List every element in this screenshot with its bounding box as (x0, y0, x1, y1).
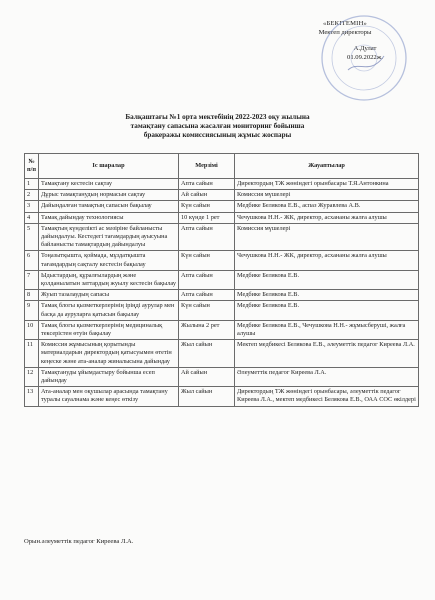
cell-activity: Жуып тазалаудың сапасы (39, 290, 179, 301)
table-row (25, 212, 419, 223)
cell-term: Апта сайын (179, 290, 235, 301)
table-header-row (25, 154, 419, 179)
table-row (25, 301, 419, 320)
cell-term: Жыл сайын (179, 340, 235, 368)
cell-responsible: Чечушкова Н.Н.- ЖК, директор, асхананы жалға алушы (235, 212, 419, 223)
cell-term: Күн сайын (179, 251, 235, 270)
cell-activity: Тамақтың күнделікті ас мәзіріне байланысты дайындалуы. Кестедегі тағамдардың ауысуына байланысты тамақтардың дайындалуы (39, 223, 179, 251)
cell-activity: Тамақ блогы қызметкерлерінің медициналық тексерістен өтуін бақылау (39, 320, 179, 339)
table-row (25, 190, 419, 201)
cell-responsible: Медбике Белякова Е.В., Чечушкова Н.Н.- жұмысберуші, жалға алушы (235, 320, 419, 339)
cell-term: Күн сайын (179, 301, 235, 320)
cell-activity: Тамақ дайындау технологиясы (39, 212, 179, 223)
cell-no: 2 (25, 190, 39, 201)
cell-responsible: Медбике Белякова Е.В. (235, 270, 419, 289)
cell-responsible: Мектеп медбикесі Белякова Е.В., әлеуметтік педагог Киреева Л.А. (235, 340, 419, 368)
title-line-1: Балқаштағы №1 орта мектебінің 2022-2023 оқу жылына (125, 113, 310, 121)
cell-activity: Ата-аналар мен оқушылар арасында тамақтану туралы сауалнама және кеңес өткізу (39, 387, 179, 406)
cell-activity: Тоңазытқышта, қоймада, мұздатқышта тағамдардың сақталу кестесін бақылау (39, 251, 179, 270)
cell-term: Жылына 2 рет (179, 320, 235, 339)
cell-responsible: Медбике Белякова Е.В., аспаз Журавлева А.В. (235, 201, 419, 212)
cell-activity: Комиссия жұмысының қорытынды материалдарын директордың қатысуымен өтетін кеңеске және ата-аналар жиналысына дайындау (39, 340, 179, 368)
cell-term: Апта сайын (179, 179, 235, 190)
cell-activity: Ыдыстардың, құралғылардың және қолданылатын заттардың жуылу кестесін бақылау (39, 270, 179, 289)
compiled-by: Орын.әлеуметтік педагог Киреева Л.А. (24, 538, 134, 545)
title-line-3: бракеражы комиссиясының жұмыс жоспары (143, 131, 292, 139)
cell-no: 9 (25, 301, 39, 320)
cell-term: Күн сайын (179, 201, 235, 212)
cell-term: 10 күнде 1 рет (179, 212, 235, 223)
cell-no: 11 (25, 340, 39, 368)
cell-no: 13 (25, 387, 39, 406)
cell-no: 10 (25, 320, 39, 339)
cell-no: 3 (25, 201, 39, 212)
cell-responsible: Медбике Белякова Е.В. (235, 301, 419, 320)
cell-responsible: Директордың ТЖ жөніндегі орынбасары, әлеуметтік педагог Киреева Л.А., мектеп медбикесі Белякова Е.В., ОАА СОС өкілдері (235, 387, 419, 406)
title-line-2: тамақтану сапасына жасалған мониторинг бойынша (130, 122, 305, 130)
cell-responsible: Комиссия мүшелері (235, 223, 419, 251)
table-row (25, 290, 419, 301)
cell-responsible: Чечушкова Н.Н.- ЖК, директор, асхананы жалға алушы (235, 251, 419, 270)
table-row (25, 223, 419, 251)
table-row (25, 270, 419, 289)
cell-no: 6 (25, 251, 39, 270)
cell-responsible: Директордың ТЖ жөніндегі орынбасары Т.Я.Антонкина (235, 179, 419, 190)
cell-no: 7 (25, 270, 39, 289)
cell-term: Жыл сайын (179, 387, 235, 406)
cell-activity: Дайындалған тамақтың сапасын бақылау (39, 201, 179, 212)
cell-activity: Тамақ блогы қызметкерлерінің іріңді аурулар мен басқа да ауруларға қатысын бақылау (39, 301, 179, 320)
approval-signature-name: А.Дулат (353, 45, 377, 53)
approval-date: 01.09.2022ж. (347, 53, 383, 61)
cell-activity: Тамақтану кестесін сақтау (39, 179, 179, 190)
cell-no: 12 (25, 367, 39, 386)
header-responsible: Жауаптылар (235, 154, 419, 179)
cell-no: 1 (25, 179, 39, 190)
cell-responsible: Әлеуметтік педагог Киреева Л.А. (235, 367, 419, 386)
table-row (25, 251, 419, 270)
table-row (25, 201, 419, 212)
document-title (40, 113, 395, 140)
stamp-seal-icon (318, 12, 410, 104)
plan-table (24, 153, 419, 407)
table-row (25, 367, 419, 386)
cell-no: 4 (25, 212, 39, 223)
table-row (25, 340, 419, 368)
approval-position: Мектеп директоры (318, 28, 372, 36)
cell-term: Ай сайын (179, 367, 235, 386)
cell-term: Апта сайын (179, 223, 235, 251)
cell-responsible: Комиссия мүшелері (235, 190, 419, 201)
header-activity: Іс шаралар (39, 154, 179, 179)
table-row (25, 179, 419, 190)
cell-no: 8 (25, 290, 39, 301)
header-no: № п/п (25, 154, 39, 179)
table-row (25, 320, 419, 339)
cell-term: Апта сайын (179, 270, 235, 289)
approval-label: «БЕКІТЕМІН» (322, 20, 368, 27)
cell-responsible: Медбике Белякова Е.В. (235, 290, 419, 301)
cell-activity: Тамақтануды ұйымдастыру бойынша есеп дайындау (39, 367, 179, 386)
header-term: Мерзімі (179, 154, 235, 179)
cell-no: 5 (25, 223, 39, 251)
cell-activity: Дұрыс тамақтанудың нормасын сақтау (39, 190, 179, 201)
table-row (25, 387, 419, 406)
cell-term: Ай сайын (179, 190, 235, 201)
